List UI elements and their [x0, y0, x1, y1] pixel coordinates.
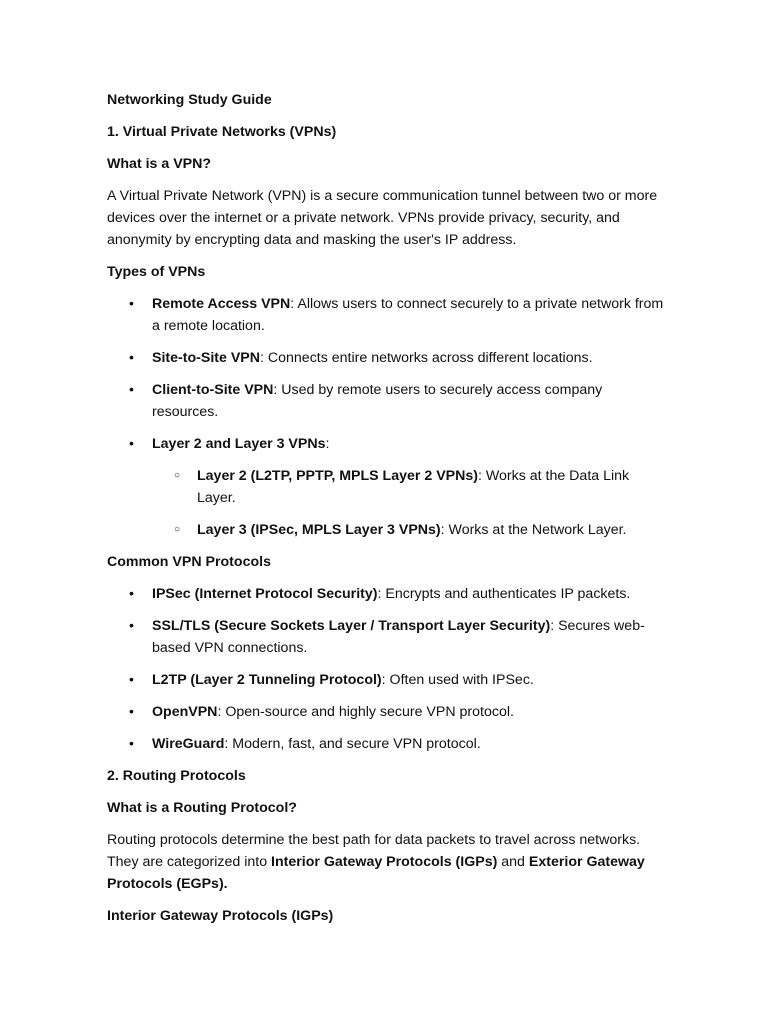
- list-item: [107, 379, 667, 423]
- list-item-term: Remote Access VPN: [152, 296, 291, 312]
- list-item: [152, 519, 667, 541]
- list-item-desc: : Works at the Data Link Layer.: [197, 468, 630, 506]
- list-item: [107, 347, 667, 369]
- list-item-desc: : Secures web-based VPN connections.: [152, 618, 645, 656]
- list-item: [107, 733, 667, 755]
- list-item-desc: : Encrypts and authenticates IP packets.: [377, 586, 631, 602]
- subheading-types-of-vpns: Types of VPNs: [107, 264, 206, 280]
- section-heading-routing-protocols: 2. Routing Protocols: [107, 768, 246, 784]
- paragraph-bold-term: Exterior Gateway Protocols (EGPs).: [107, 854, 645, 892]
- paragraph-text: Routing protocols determine the best path for data packets to travel across networks. They are categorized into: [107, 832, 641, 870]
- paragraph-routing-definition: [107, 829, 667, 895]
- list-vpn-types: [107, 293, 667, 541]
- list-item-desc: : Connects entire networks across different locations.: [260, 350, 593, 366]
- subheading-what-is-routing-protocol: What is a Routing Protocol?: [107, 800, 297, 816]
- list-item: [107, 433, 667, 541]
- list-item-desc: : Open-source and highly secure VPN protocol.: [217, 704, 514, 720]
- paragraph-text: and: [497, 854, 529, 870]
- list-vpn-layers: [152, 465, 667, 541]
- list-item: [107, 293, 667, 337]
- list-item: [107, 669, 667, 691]
- paragraph-bold-term: Interior Gateway Protocols (IGPs): [271, 854, 498, 870]
- list-item-term: Layer 2 and Layer 3 VPNs: [152, 436, 326, 452]
- paragraph-vpn-definition: A Virtual Private Network (VPN) is a secure communication tunnel between two or more devices over the internet or a private network. VPNs provide privacy, security, and anonymity by encrypting data and masking the user's IP address.: [107, 188, 658, 248]
- document-body: [107, 89, 667, 937]
- list-item-term: WireGuard: [152, 736, 225, 752]
- list-vpn-protocols: [107, 583, 667, 755]
- list-item-desc: : Often used with IPSec.: [381, 672, 534, 688]
- section-heading-vpns: 1. Virtual Private Networks (VPNs): [107, 124, 337, 140]
- list-item-term: Layer 2 (L2TP, PPTP, MPLS Layer 2 VPNs): [197, 468, 478, 484]
- list-item-term: Site-to-Site VPN: [152, 350, 260, 366]
- subheading-what-is-vpn: What is a VPN?: [107, 156, 212, 172]
- list-item-desc: : Modern, fast, and secure VPN protocol.: [224, 736, 481, 752]
- list-item: [152, 465, 667, 509]
- list-item-desc: : Allows users to connect securely to a private network from a remote location.: [152, 296, 664, 334]
- list-item-term: SSL/TLS (Secure Sockets Layer / Transport Layer Security): [152, 618, 551, 634]
- list-item: [107, 701, 667, 723]
- list-item-term: Client-to-Site VPN: [152, 382, 274, 398]
- list-item: [107, 615, 667, 659]
- list-item-desc: : Works at the Network Layer.: [440, 522, 627, 538]
- subheading-igps: Interior Gateway Protocols (IGPs): [107, 908, 334, 924]
- list-item-desc: :: [325, 436, 330, 452]
- list-item-desc: : Used by remote users to securely access company resources.: [152, 382, 603, 420]
- document-title: Networking Study Guide: [107, 92, 272, 108]
- list-item-term: L2TP (Layer 2 Tunneling Protocol): [152, 672, 382, 688]
- subheading-common-vpn-protocols: Common VPN Protocols: [107, 554, 271, 570]
- list-item-term: Layer 3 (IPSec, MPLS Layer 3 VPNs): [197, 522, 441, 538]
- list-item-term: IPSec (Internet Protocol Security): [152, 586, 378, 602]
- list-item: [107, 583, 667, 605]
- list-item-term: OpenVPN: [152, 704, 218, 720]
